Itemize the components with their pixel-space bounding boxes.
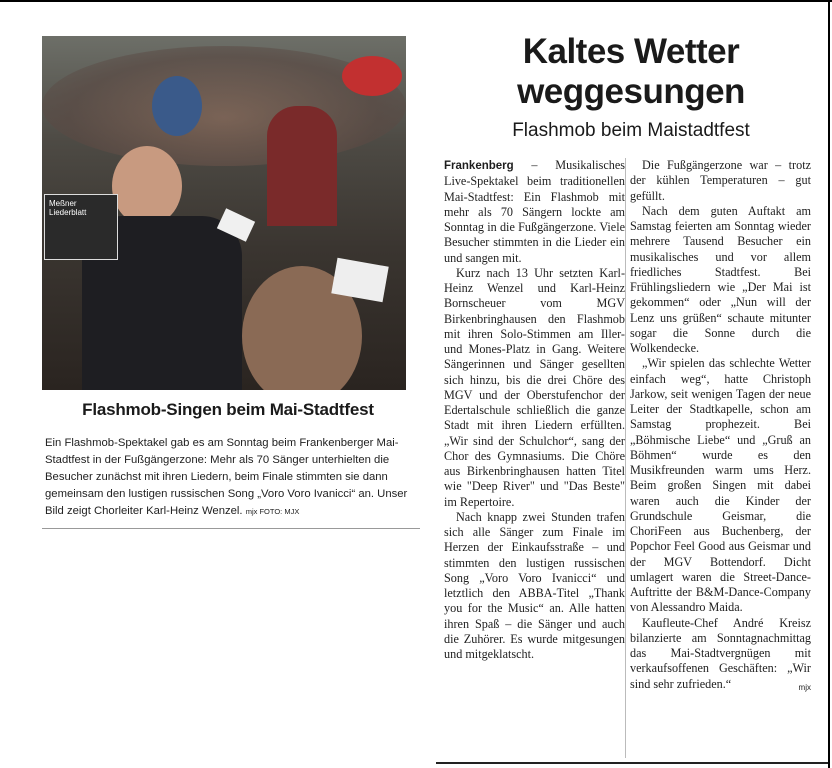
paragraph: Die Fußgängerzone war – trotz der kühlen Temperaturen – gut gefüllt. <box>630 158 811 203</box>
caption-body: Ein Flashmob-Spektakel gab es am Sonntag beim Frankenberger Mai-Stadtfest in der Fußgängerzone: Mehr als 70 Sänger unterhielten die Besucher zunächst mit ihren Liedern, beim Finale stimmten sie dann gemeinsam den lustigen russischen Song „Voro Voro Ivanicci“ an. Unser Bild zeigt Chorleiter Karl-Heinz Wenzel. <box>45 437 408 517</box>
sign-text: Meßner Liederblatt <box>49 199 87 217</box>
caption-title: Flashmob-Singen beim Mai-Stadtfest <box>82 400 374 419</box>
article-column-2 <box>630 158 811 695</box>
paragraph: „Wir spielen das schlechte Wetter einfach weg“, hatte Christoph Jarkow, seit wenigen Tagen der neue Leiter der Stadtkapelle, schon am Samstag prophezeit. Bei „Böhmische Liebe“ und „Gruß an Böhmen“ wurde es den Musikfreunden warm ums Herz. Beim großen Singen mit dabei waren auch die Kinder der Grundschule Geismar, die ChoriFeen aus Buchenberg, der Popchor Feel Good aus Geismar und der MGV Bottendorf. Dicht umlagert waren die Street-Dance-Auftritte der B&M-Dance-Company von Alessandro Maida. <box>630 356 811 615</box>
paragraph: Nach knapp zwei Stunden trafen sich alle Sänger zum Finale im Herzen der Einkaufsstraße – und stimmten den lustigen russischen Song „Voro Voro Ivanicci“ und letztlich den ABBA-Titel „Thank you for the Music“ an. Alle hatten ihren Spaß – die Sänger und auch die Zuhörer. Es wurde mitgesungen und mitgeklatscht. <box>444 509 625 661</box>
scan-top-border <box>0 0 832 2</box>
scan-right-border <box>828 0 830 768</box>
column-divider <box>625 158 626 758</box>
dateline: Frankenberg <box>444 160 514 172</box>
paragraph: Nach dem guten Auftakt am Samstag feierten am Sonntag wieder mehrere Tausend Besucher ein musikalisches und vor allem friedliches Stadtfest. Bei Frühlingsliedern wie „Der Mai ist gekommen“ oder „Nun will der Lenz uns grüßen“ schaute mitunter sogar die Sonne durch die Wolkendecke. <box>630 203 811 355</box>
bottom-rule <box>436 762 828 764</box>
article-subhead: Flashmob beim Maistadtfest <box>512 120 750 141</box>
caption-text <box>45 435 417 520</box>
paragraph: Kurz nach 13 Uhr setzten Karl-Heinz Wenzel und Karl-Heinz Bornscheuer vom MGV Birkenbringhausen den Flashmob mit ihren Solo-Stimmen am Iller- und Mones-Platz in Gang. Weitere Sängerinnen und Sänger gesellten sich hinzu, bis die drei Chöre des MGV und der Oberstufenchor der Edertalschule schließlich die ganze Stadt mit ihren Liedern erfüllten. „Wir sind der Schulchor“, sang der Chor des Gymnasiums. Die Chöre aus Birkenbringhausen hatten Titel wie "Deep River" und "Das Beste" im Repertoire. <box>444 265 625 509</box>
sign-board <box>44 194 118 260</box>
article-column-1 <box>444 158 625 662</box>
paragraph: Kaufleute-Chef André Kreisz bilanzierte am Sonntagnachmittag das Mai-Stadtvergnügen mit verkaufsoffenen Geschäften: „Wir sind sehr zufrieden.“ mjx <box>630 616 811 692</box>
article-photo <box>42 36 406 390</box>
author-signature: mjx <box>798 682 811 692</box>
caption-rule <box>42 528 420 529</box>
paragraph: Frankenberg – Musikalisches Live-Spektakel beim traditionellen Mai-Stadtfest: Ein Flashmob mit mehr als 70 Sängern lockte am Sonntag in die Fußgängerzone. Viele Besucher stimmten in die Lieder ein und sangen mit. <box>444 158 625 265</box>
article-headline: Kaltes Wetter weggesungen <box>517 32 745 111</box>
photo-credit: mjx FOTO: MJX <box>245 507 300 516</box>
